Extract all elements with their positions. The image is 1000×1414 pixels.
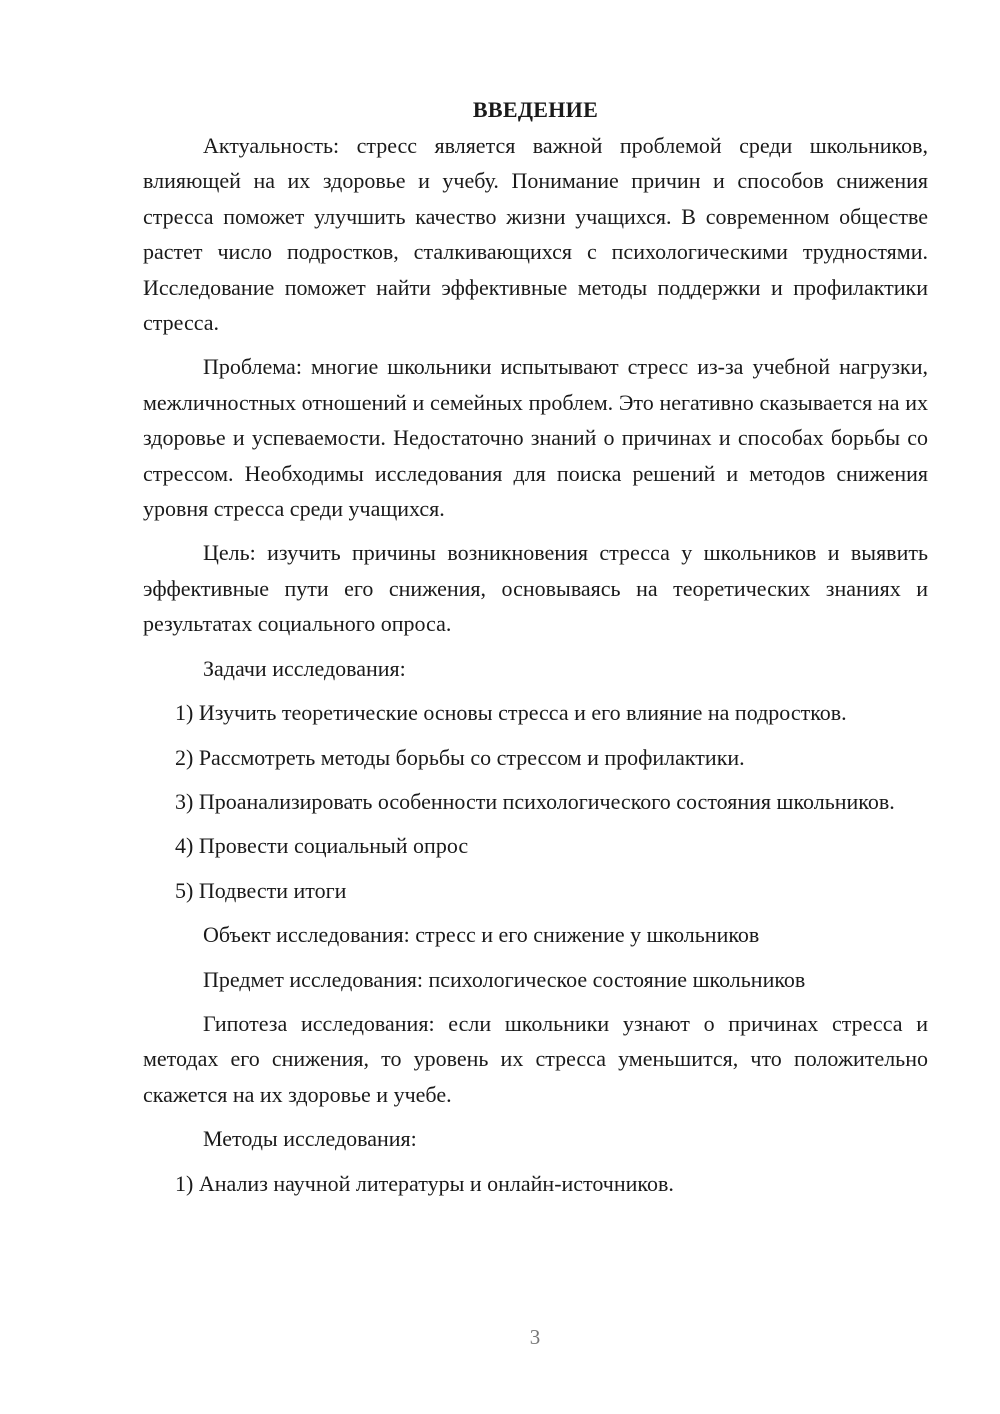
document-page — [143, 92, 928, 1201]
task-item-4: 4) Провести социальный опрос — [175, 833, 469, 859]
relevance-paragraph: Актуальность: стресс является важной проблемой среди школьников, влияющей на их здоровье и учебу. Понимание причин и способов снижения стресса поможет улучшить качество жизни учащихся. В современном обществе растет число подростков, сталкивающихся с психологическими трудностями. Исследование поможет найти эффективные методы поддержки и профилактики стресса. — [143, 133, 928, 336]
task-item-5: 5) Подвести итоги — [175, 877, 347, 903]
method-item-1: 1) Анализ научной литературы и онлайн-источников. — [175, 1170, 674, 1196]
methods-heading: Методы исследования: — [203, 1126, 417, 1152]
page-title: ВВЕДЕНИЕ — [472, 97, 599, 122]
task-item-2: 2) Рассмотреть методы борьбы со стрессом и профилактики. — [175, 744, 745, 770]
task-item-3: 3) Проанализировать особенности психологического состояния школьников. — [175, 788, 895, 814]
task-item-1: 1) Изучить теоретические основы стресса и его влияние на подростков. — [175, 700, 847, 726]
page-number: 3 — [529, 1325, 541, 1349]
object-paragraph: Объект исследования: стресс и его снижение у школьников — [203, 922, 760, 948]
tasks-heading: Задачи исследования: — [203, 655, 406, 681]
subject-paragraph: Предмет исследования: психологическое состояние школьников — [203, 966, 806, 992]
hypothesis-paragraph: Гипотеза исследования: если школьники узнают о причинах стресса и методах его снижения, то уровень их стресса уменьшится, что положительно скажется на их здоровье и учебе. — [143, 1010, 928, 1107]
problem-paragraph: Проблема: многие школьники испытывают стресс из-за учебной нагрузки, межличностных отношений и семейных проблем. Это негативно сказывается на их здоровье и успеваемости. Недостаточно знаний о причинах и способах борьбы со стрессом. Необходимы исследования для поиска решений и методов снижения уровня стресса среди учащихся. — [143, 354, 928, 522]
goal-paragraph: Цель: изучить причины возникновения стресса у школьников и выявить эффективные пути его снижения, основываясь на теоретических знаниях и результатах социального опроса. — [143, 540, 928, 637]
